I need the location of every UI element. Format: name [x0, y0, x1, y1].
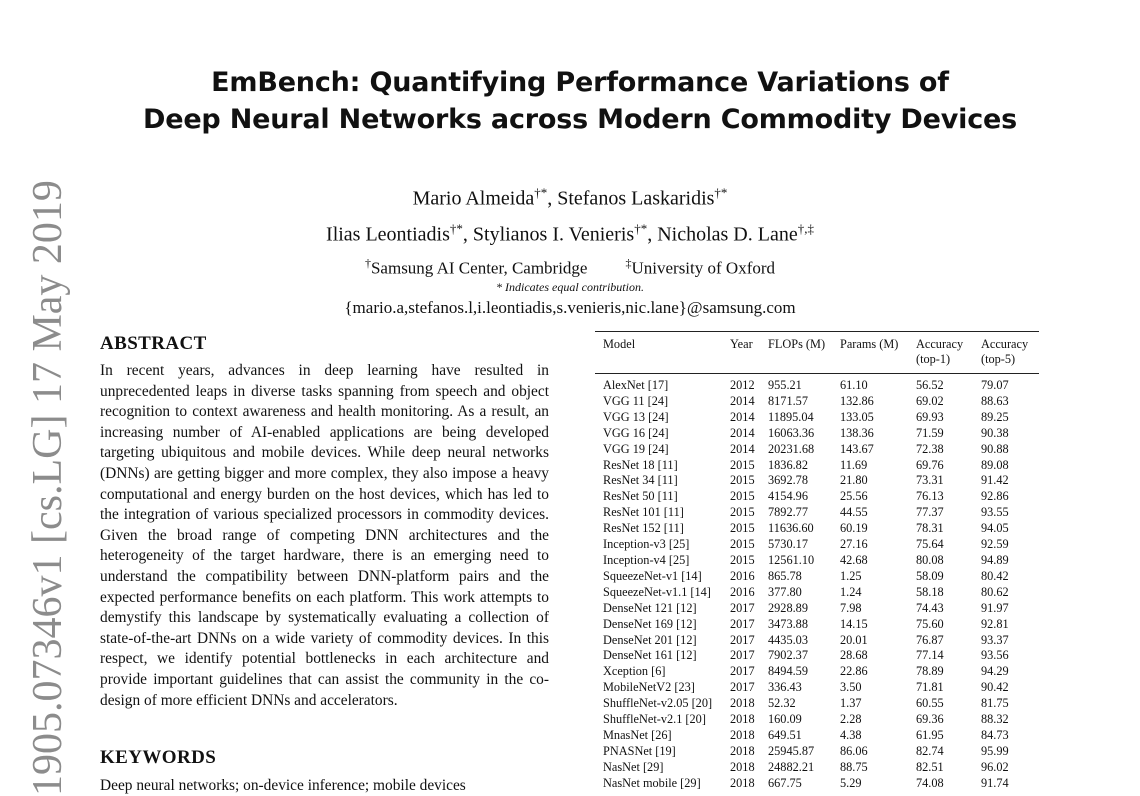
- table-cell: 75.64: [916, 537, 944, 552]
- table-cell: 2015: [730, 521, 755, 536]
- title-line-1: EmBench: Quantifying Performance Variations of: [211, 67, 949, 98]
- author-name: Stefanos Laskaridis: [557, 187, 715, 210]
- table-cell: ShuffleNet-v2.1 [20]: [603, 712, 706, 727]
- table-body: [595, 374, 1039, 792]
- table-cell: DenseNet 169 [12]: [603, 616, 697, 631]
- table-cell: 42.68: [840, 552, 868, 567]
- model-statistics-table: [595, 331, 1039, 792]
- table-cell: 20.01: [840, 632, 868, 647]
- column-header: Params (M): [840, 337, 899, 351]
- table-cell: 84.73: [981, 727, 1009, 742]
- table-header-row: [595, 332, 1039, 374]
- table-cell: 2016: [730, 568, 755, 583]
- table-cell: 2018: [730, 775, 755, 790]
- table-cell: 11895.04: [768, 409, 814, 424]
- author-emails: {mario.a,stefanos.l,i.leontiadis,s.venieris,nic.lane}@samsung.com: [344, 298, 796, 317]
- author-mark: †*: [449, 220, 463, 236]
- table-cell: 96.02: [981, 759, 1009, 774]
- keywords-heading: KEYWORDS: [100, 747, 217, 768]
- table-cell: 78.89: [916, 664, 944, 679]
- table-cell: 58.18: [916, 584, 944, 599]
- abstract-heading: ABSTRACT: [100, 333, 207, 354]
- table-cell: PNASNet [19]: [603, 743, 676, 758]
- table-cell: 1.37: [840, 696, 862, 711]
- table-cell: 4.38: [840, 727, 862, 742]
- table-cell: 88.75: [840, 759, 868, 774]
- table-cell: 11636.60: [768, 521, 814, 536]
- table-cell: 2018: [730, 727, 755, 742]
- table-cell: 2017: [730, 664, 755, 679]
- table-cell: 336.43: [768, 680, 802, 695]
- table-cell: 2015: [730, 473, 755, 488]
- table-cell: DenseNet 201 [12]: [603, 632, 697, 647]
- table-cell: 1.25: [840, 568, 862, 583]
- table-cell: 865.78: [768, 568, 802, 583]
- table-cell: 75.60: [916, 616, 944, 631]
- table-cell: 2014: [730, 441, 755, 456]
- table-cell: 25.56: [840, 489, 868, 504]
- author-mark: †,‡: [797, 220, 814, 236]
- table-cell: ResNet 18 [11]: [603, 457, 678, 472]
- table-cell: 8171.57: [768, 393, 808, 408]
- table-cell: 91.42: [981, 473, 1009, 488]
- table-row: [595, 633, 1039, 649]
- table-cell: 44.55: [840, 505, 868, 520]
- table-cell: 24882.21: [768, 759, 815, 774]
- table-row: [595, 489, 1039, 505]
- table-cell: 2015: [730, 505, 755, 520]
- table-cell: 76.13: [916, 489, 944, 504]
- table-row: [595, 760, 1039, 776]
- table-row: [595, 776, 1039, 792]
- table-row: [595, 601, 1039, 617]
- table-cell: 7902.37: [768, 648, 808, 663]
- table-cell: 71.59: [916, 425, 944, 440]
- table-cell: 80.08: [916, 552, 944, 567]
- table-cell: 2017: [730, 616, 755, 631]
- table-cell: 138.36: [840, 425, 874, 440]
- table-cell: 76.87: [916, 632, 944, 647]
- table-cell: 8494.59: [768, 664, 808, 679]
- table-cell: 71.81: [916, 680, 944, 695]
- table-cell: 94.29: [981, 664, 1009, 679]
- table-cell: 5730.17: [768, 537, 808, 552]
- table-cell: 90.88: [981, 441, 1009, 456]
- table-cell: Xception [6]: [603, 664, 666, 679]
- table-cell: NasNet [29]: [603, 759, 664, 774]
- table-cell: 2018: [730, 712, 755, 727]
- model-table: [595, 331, 1039, 792]
- table-row: [595, 473, 1039, 489]
- affiliations: [200, 252, 940, 280]
- table-cell: 60.19: [840, 521, 868, 536]
- table-cell: 61.10: [840, 378, 868, 392]
- table-cell: 4435.03: [768, 632, 808, 647]
- table-row: [595, 664, 1039, 680]
- author-name: Mario Almeida: [412, 187, 535, 210]
- table-cell: 69.93: [916, 409, 944, 424]
- table-row: [595, 712, 1039, 728]
- table-cell: 14.15: [840, 616, 868, 631]
- table-cell: 93.37: [981, 632, 1009, 647]
- table-cell: 5.29: [840, 775, 862, 790]
- table-cell: 74.08: [916, 775, 944, 790]
- table-cell: 86.06: [840, 743, 868, 758]
- table-cell: 2016: [730, 584, 755, 599]
- affiliation-name: University of Oxford: [631, 258, 776, 278]
- table-cell: 77.37: [916, 505, 944, 520]
- table-cell: 77.14: [916, 648, 944, 663]
- table-cell: 72.38: [916, 441, 944, 456]
- table-cell: 94.05: [981, 521, 1009, 536]
- table-cell: 2018: [730, 743, 755, 758]
- table-row: [595, 458, 1039, 474]
- table-cell: 91.74: [981, 775, 1009, 790]
- table-row: [595, 728, 1039, 744]
- table-row: [595, 617, 1039, 633]
- table-cell: 160.09: [768, 712, 802, 727]
- table-cell: 88.63: [981, 393, 1009, 408]
- table-cell: SqueezeNet-v1.1 [14]: [603, 584, 711, 599]
- table-row: [595, 744, 1039, 760]
- table-cell: 93.56: [981, 648, 1009, 663]
- table-cell: 95.99: [981, 743, 1009, 758]
- table-row: [595, 505, 1039, 521]
- table-cell: 2928.89: [768, 600, 808, 615]
- author-mark: †*: [714, 185, 728, 200]
- table-cell: VGG 16 [24]: [603, 425, 669, 440]
- table-cell: VGG 19 [24]: [603, 441, 669, 456]
- table-cell: 90.42: [981, 680, 1009, 695]
- table-cell: SqueezeNet-v1 [14]: [603, 568, 702, 583]
- table-cell: 78.31: [916, 521, 944, 536]
- table-cell: 7892.77: [768, 505, 808, 520]
- table-cell: 60.55: [916, 696, 944, 711]
- table-cell: 2017: [730, 600, 755, 615]
- table-cell: 2014: [730, 393, 755, 408]
- table-cell: Inception-v4 [25]: [603, 552, 690, 567]
- table-cell: ResNet 50 [11]: [603, 489, 678, 504]
- paper-title: [80, 64, 1080, 138]
- table-row: [595, 426, 1039, 442]
- table-cell: 58.09: [916, 568, 944, 583]
- table-cell: 89.25: [981, 409, 1009, 424]
- table-cell: 81.75: [981, 696, 1009, 711]
- table-cell: 2017: [730, 680, 755, 695]
- column-header: Model: [603, 337, 636, 351]
- table-cell: 4154.96: [768, 489, 808, 504]
- table-cell: VGG 11 [24]: [603, 393, 669, 408]
- table-row: [595, 585, 1039, 601]
- table-cell: ResNet 152 [11]: [603, 521, 684, 536]
- table-cell: 61.95: [916, 727, 944, 742]
- author-name: Ilias Leontiadis: [326, 223, 450, 246]
- table-cell: 2018: [730, 759, 755, 774]
- table-row: [595, 410, 1039, 426]
- table-cell: 3692.78: [768, 473, 808, 488]
- table-cell: 2012: [730, 378, 755, 392]
- table-cell: 90.38: [981, 425, 1009, 440]
- table-cell: 2014: [730, 425, 755, 440]
- table-cell: 2015: [730, 537, 755, 552]
- table-cell: 1.24: [840, 584, 862, 599]
- table-cell: 2014: [730, 409, 755, 424]
- table-cell: 80.42: [981, 568, 1009, 583]
- author-name: Stylianos I. Venieris: [472, 223, 635, 246]
- table-row: [595, 648, 1039, 664]
- table-cell: 11.69: [840, 457, 868, 472]
- title-line-2: Deep Neural Networks across Modern Commodity Devices: [143, 104, 1017, 135]
- table-row: [595, 521, 1039, 537]
- table-cell: ShuffleNet-v2.05 [20]: [603, 696, 713, 711]
- table-cell: 82.51: [916, 759, 944, 774]
- table-cell: 92.86: [981, 489, 1009, 504]
- table-cell: 56.52: [916, 378, 944, 392]
- table-cell: DenseNet 121 [12]: [603, 600, 697, 615]
- table-cell: 21.80: [840, 473, 868, 488]
- table-row: [595, 553, 1039, 569]
- table-cell: 69.76: [916, 457, 944, 472]
- column-header: FLOPs (M): [768, 337, 826, 351]
- table-cell: AlexNet [17]: [603, 378, 669, 392]
- table-cell: 80.62: [981, 584, 1009, 599]
- table-cell: 28.68: [840, 648, 868, 663]
- table-cell: 16063.36: [768, 425, 815, 440]
- table-cell: MnasNet [26]: [603, 727, 672, 742]
- table-cell: 133.05: [840, 409, 874, 424]
- table-cell: 12561.10: [768, 552, 815, 567]
- table-cell: 143.67: [840, 441, 874, 456]
- table-row: [595, 569, 1039, 585]
- table-cell: 2.28: [840, 712, 862, 727]
- table-cell: 69.36: [916, 712, 944, 727]
- table-cell: MobileNetV2 [23]: [603, 680, 695, 695]
- table-cell: 20231.68: [768, 441, 815, 456]
- table-cell: 27.16: [840, 537, 868, 552]
- table-cell: NasNet mobile [29]: [603, 775, 701, 790]
- table-cell: 3473.88: [768, 616, 808, 631]
- affiliation-mark: ‡: [625, 256, 632, 270]
- table-row: [595, 537, 1039, 553]
- table-cell: VGG 13 [24]: [603, 409, 669, 424]
- table-row: [595, 394, 1039, 410]
- table-cell: 3.50: [840, 680, 862, 695]
- table-cell: 955.21: [768, 378, 802, 392]
- equal-contribution-note: * Indicates equal contribution.: [496, 280, 644, 294]
- author-name: Nicholas D. Lane: [657, 223, 798, 246]
- author-mark: †*: [534, 185, 548, 200]
- table-cell: 79.07: [981, 378, 1009, 392]
- table-cell: 52.32: [768, 696, 796, 711]
- table-cell: ResNet 101 [11]: [603, 505, 684, 520]
- table-cell: 74.43: [916, 600, 944, 615]
- column-header: Accuracy (top-1): [916, 337, 964, 366]
- table-cell: DenseNet 161 [12]: [603, 648, 697, 663]
- table-cell: 89.08: [981, 457, 1009, 472]
- table-cell: 93.55: [981, 505, 1009, 520]
- keywords-body: Deep neural networks; on-device inference; mobile devices: [100, 777, 466, 794]
- table-cell: 82.74: [916, 743, 944, 758]
- table-cell: 94.89: [981, 552, 1009, 567]
- table-row: [595, 442, 1039, 458]
- table-cell: 2017: [730, 632, 755, 647]
- table-row: [595, 374, 1039, 394]
- table-cell: 2015: [730, 457, 755, 472]
- table-cell: 73.31: [916, 473, 944, 488]
- table-cell: 7.98: [840, 600, 862, 615]
- table-cell: 92.81: [981, 616, 1009, 631]
- table-cell: 25945.87: [768, 743, 815, 758]
- table-cell: Inception-v3 [25]: [603, 537, 690, 552]
- table-cell: 2015: [730, 489, 755, 504]
- table-cell: 2017: [730, 648, 755, 663]
- table-cell: 649.51: [768, 727, 802, 742]
- abstract-body: In recent years, advances in deep learning have resulted in unprecedented leaps in diverse tasks spanning from speech and object recognition to context awareness and health monitoring. As a result, an increasing number of AI-enabled applications are being developed targeting ubiquitous and mobile devices. While deep neural networks (DNNs) are getting bigger and more complex, they also impose a heavy computational and energy burden on the host devices, which has led to the integration of various specialized processors in commodity devices. Given the broad range of competing DNN architectures and the heterogeneity of the target hardware, there is an emerging need to understand the compatibility between DNN-platform pairs and the expected performance benefits on each platform. This work attempts to demystify this landscape by systematically evaluating a collection of state-of-the-art DNNs on a wide variety of commodity devices. In this respect, we identify potential bottlenecks in each architecture and provide important guidelines that can assist the community in the co-design of more efficient DNNs and accelerators.: [100, 362, 549, 709]
- table-cell: 1836.82: [768, 457, 808, 472]
- affiliation-mark: †: [364, 256, 371, 270]
- arxiv-identifier: 1905.07346v1 [cs.LG] 17 May 2019: [25, 180, 71, 796]
- author-list: [200, 178, 940, 249]
- table-row: [595, 680, 1039, 696]
- table-cell: 2015: [730, 552, 755, 567]
- column-header: Year: [730, 337, 753, 351]
- table-cell: 132.86: [840, 393, 874, 408]
- table-cell: 2018: [730, 696, 755, 711]
- column-header: Accuracy (top-5): [981, 337, 1029, 366]
- table-cell: 377.80: [768, 584, 802, 599]
- table-row: [595, 696, 1039, 712]
- author-line-1: Mario Almeida†*, Stefanos Laskaridis†*: [412, 185, 728, 210]
- table-cell: 22.86: [840, 664, 868, 679]
- affiliation-name: Samsung AI Center, Cambridge: [370, 258, 588, 278]
- table-cell: 88.32: [981, 712, 1009, 727]
- table-cell: 667.75: [768, 775, 802, 790]
- table-cell: 69.02: [916, 393, 944, 408]
- table-cell: ResNet 34 [11]: [603, 473, 678, 488]
- table-cell: 91.97: [981, 600, 1009, 615]
- table-cell: 92.59: [981, 537, 1009, 552]
- author-mark: †*: [634, 220, 648, 236]
- author-line-2: Ilias Leontiadis†*, Stylianos I. Venieris†*, Nicholas D. Lane†,‡: [326, 220, 814, 246]
